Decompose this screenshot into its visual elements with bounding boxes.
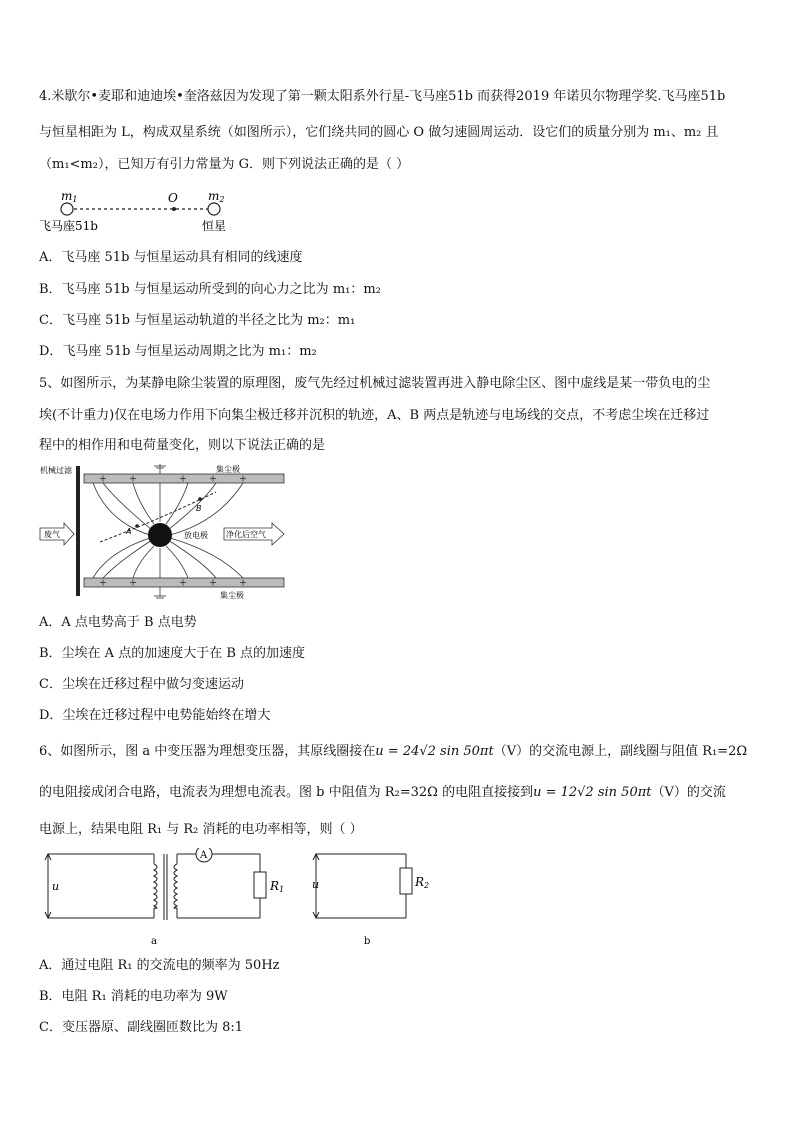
q6-line1-text-a: 6、如图所示，图 a 中变压器为理想变压器，其原线圈接在: [39, 744, 376, 759]
q6-formula-2: u = 12√2 sin 50πt: [533, 785, 652, 800]
label-collector-bottom: 集尘极: [220, 591, 244, 600]
label-discharge: 放电极: [184, 531, 208, 540]
discharge-electrode: [148, 523, 172, 547]
q6-line2-text-b: （V）的交流: [651, 785, 726, 800]
q4-stem-line-1: 4.米歇尔•麦耶和迪迪埃•奎洛兹因为发现了第一颗太阳系外行星-飞马座51b 而获得2019 年诺贝尔物理学奖.飞马座51b: [39, 89, 726, 104]
point-a-dot: [135, 524, 139, 528]
q6-option-c: C．变压器原、副线圈匝数比为 8:1: [39, 1020, 244, 1035]
q6-stem-line-3: 电源上，结果电阻 R₁ 与 R₂ 消耗的电功率相等，则（ ）: [39, 822, 363, 837]
label-collector-top: 集尘极: [216, 465, 240, 474]
center-o-dot: [172, 207, 176, 211]
label-r2: R2: [415, 875, 430, 890]
q4-stem-line-3: （m₁<m₂），已知万有引力常量为 G．则下列说法正确的是（ ）: [39, 157, 410, 172]
label-u-a: u: [52, 880, 60, 893]
secondary-loop: [177, 854, 260, 918]
label-r1: R1: [270, 879, 285, 894]
secondary-coil: [174, 864, 177, 908]
label-fig-a: a: [151, 936, 157, 947]
primary-coil: [154, 864, 157, 908]
label-u-b: u: [312, 878, 320, 891]
point-b-dot: [198, 497, 202, 501]
label-filter: 机械过滤: [40, 466, 72, 475]
q4-stem-line-2: 与恒星相距为 L，构成双星系统（如图所示），它们绕共同的圆心 O 做匀速圆周运动．设它们的质量分别为 m₁、m₂ 且: [39, 125, 719, 140]
q5-option-d: D．尘埃在迁移过程中电势能始终在增大: [39, 708, 271, 723]
q5-stem-line-3: 程中的相作用和电荷量变化，则以下说法正确的是: [39, 438, 326, 453]
resistor-r2: [400, 868, 412, 894]
label-m1: m1: [61, 189, 78, 204]
circuit-b-loop: [316, 854, 406, 918]
q6-line2-text-a: 的电阻接成闭合电路，电流表为理想电流表。图 b 中阻值为 R₂=32Ω 的电阻直接接到: [39, 785, 534, 800]
label-o: O: [168, 191, 178, 205]
q6-line1-text-b: （V）的交流电源上，副线圈与阻值 R₁=2Ω: [493, 744, 748, 759]
q6-stem-line-2: [39, 784, 726, 802]
q4-option-c: C．飞马座 51b 与恒星运动轨道的半径之比为 m₂：m₁: [39, 313, 356, 328]
label-star-name: 恒星: [202, 219, 227, 233]
label-planet-name: 飞马座51b: [39, 219, 98, 233]
q4-option-d: D．飞马座 51b 与恒星运动周期之比为 m₁：m₂: [39, 344, 317, 359]
label-point-a: A: [126, 527, 132, 536]
q5-stem-line-2: 埃(不计重力)仅在电场力作用下向集尘极迁移并沉积的轨迹，A、B 两点是轨迹与电场线的交点，不考虑尘埃在迁移过: [39, 408, 710, 423]
label-point-b: B: [196, 504, 202, 513]
label-inlet: 废气: [44, 530, 60, 539]
q5-option-c: C．尘埃在迁移过程中做匀变速运动: [39, 677, 244, 692]
q6-formula-1: u = 24√2 sin 50πt: [375, 744, 494, 759]
q5-option-a: A．A 点电势高于 B 点电势: [39, 615, 197, 630]
q6-option-b: B．电阻 R₁ 消耗的电功率为 9W: [39, 989, 228, 1004]
ground-symbol-top: [154, 464, 166, 474]
planet-m1: [61, 203, 73, 215]
q5-option-b: B．尘埃在 A 点的加速度大于在 B 点的加速度: [39, 646, 306, 661]
q4-option-a: A．飞马座 51b 与恒星运动具有相同的线速度: [39, 250, 303, 265]
mechanical-filter: [76, 466, 80, 596]
q4-option-b: B．飞马座 51b 与恒星运动所受到的向心力之比为 m₁：m₂: [39, 282, 381, 297]
binary-star-diagram: [36, 188, 246, 236]
q5-stem-line-1: 5、如图所示，为某静电除尘装置的原理图，废气先经过机械过滤装置再进入静电除尘区、图中虚线是某一带负电的尘: [39, 376, 711, 391]
label-outlet: 净化后空气: [226, 530, 266, 539]
q6-stem-line-1: [39, 743, 747, 761]
star-m2: [208, 203, 220, 215]
q6-option-a: A．通过电阻 R₁ 的交流电的频率为 50Hz: [39, 958, 280, 973]
ammeter-label: A: [200, 850, 208, 861]
label-fig-b: b: [364, 936, 371, 947]
electrostatic-precipitator-diagram: [38, 462, 288, 602]
resistor-r1: [254, 872, 266, 898]
label-m2: m2: [208, 189, 225, 204]
ground-symbol-bottom: [154, 587, 166, 598]
transformer-circuit-diagram: [38, 848, 458, 948]
primary-loop: [48, 854, 154, 918]
